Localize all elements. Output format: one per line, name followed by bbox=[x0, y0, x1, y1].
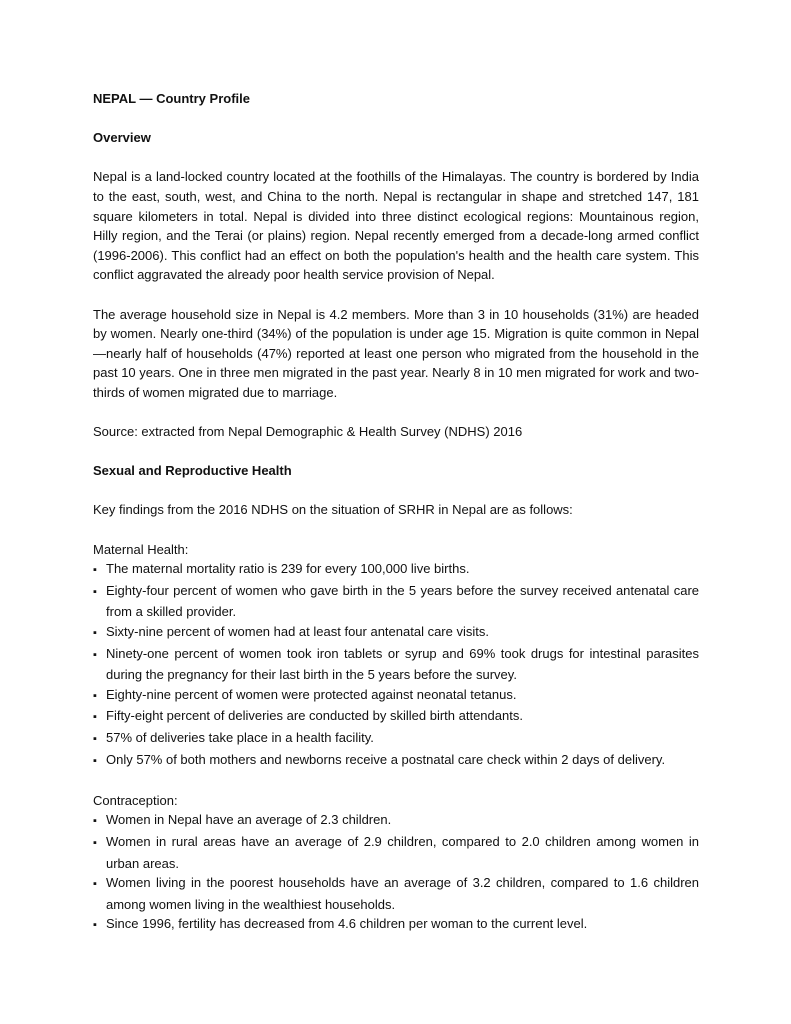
bullet-icon: ▪ bbox=[93, 836, 97, 849]
list-item bbox=[93, 706, 699, 728]
list-item bbox=[93, 873, 699, 914]
bullet-text: Women in rural areas have an average of 2.9 children, compared to 2.0 children among women in urban areas. bbox=[106, 833, 699, 871]
maternal-health-label: Maternal Health: bbox=[93, 541, 189, 557]
bullet-icon: ▪ bbox=[93, 878, 97, 891]
list-item bbox=[93, 685, 699, 707]
bullet-text: Since 1996, fertility has decreased from 4.6 children per woman to the current level. bbox=[106, 916, 588, 932]
maternal-health-list bbox=[93, 559, 699, 771]
list-item bbox=[93, 810, 699, 832]
bullet-text: Eighty-nine percent of women were protected against neonatal tetanus. bbox=[106, 686, 517, 702]
bullet-text: Women in Nepal have an average of 2.3 children. bbox=[106, 812, 392, 828]
bullet-icon: ▪ bbox=[93, 585, 97, 598]
list-item bbox=[93, 750, 699, 772]
list-item bbox=[93, 622, 699, 644]
list-item bbox=[93, 559, 699, 581]
list-item bbox=[93, 728, 699, 750]
bullet-icon: ▪ bbox=[93, 733, 97, 745]
list-item bbox=[93, 832, 699, 873]
bullet-text: The maternal mortality ratio is 239 for every 100,000 live births. bbox=[106, 561, 470, 577]
overview-paragraph-2: The average household size in Nepal is 4.2 members. More than 3 in 10 households (31%) are headed by women. Nearly one-third (34%) of the population is under age 15. Migration is quite common in Nepal—nearly half of households (47%) reported at least one person who migrated from the household in the past 10 years. One in three men migrated in the past year. Nearly 8 in 10 men migrated for work and two-thirds of women migrated due to marriage. bbox=[93, 306, 699, 400]
document-title: NEPAL — Country Profile bbox=[93, 91, 250, 106]
source-line: Source: extracted from Nepal Demographic & Health Survey (NDHS) 2016 bbox=[93, 424, 523, 440]
bullet-icon: ▪ bbox=[93, 815, 97, 828]
bullet-text: Women living in the poorest households have an average of 3.2 children, compared to 1.6 children among women living in the wealthiest households. bbox=[106, 875, 699, 912]
bullet-text: Ninety-one percent of women took iron tablets or syrup and 69% took drugs for intestinal parasites during the pregnancy for their last birth in the 5 years before the survey. bbox=[106, 645, 699, 683]
contraception-list bbox=[93, 810, 699, 936]
bullet-icon: ▪ bbox=[93, 564, 97, 577]
bullet-icon: ▪ bbox=[93, 711, 97, 724]
overview-paragraph-1: Nepal is a land-locked country located at the foothills of the Himalayas. The country is bordered by India to the east, south, west, and China to the north. Nepal is rectangular in shape and stretched 147, 181 square kilometers in total. Nepal is divided into three distinct ecological regions: Mountainous region, Hilly region, and the Terai (or plains) region. Nepal recently emerged from a decade-long armed conflict (1996-2006). This conflict had an effect on both the population's health and the health care system. This conflict aggravated the already poor health service provision of Nepal. bbox=[93, 169, 699, 283]
bullet-icon: ▪ bbox=[93, 754, 97, 767]
contraception-label: Contraception: bbox=[93, 792, 178, 808]
list-item bbox=[93, 581, 699, 622]
bullet-text: Sixty-nine percent of women had at least four antenatal care visits. bbox=[106, 624, 489, 640]
bullet-icon: ▪ bbox=[93, 627, 97, 640]
bullet-text: Eighty-four percent of women who gave birth in the 5 years before the survey received antenatal care from a skilled provider. bbox=[106, 582, 699, 620]
bullet-icon: ▪ bbox=[93, 648, 97, 661]
list-item bbox=[93, 644, 699, 685]
bullet-text: Only 57% of both mothers and newborns receive a postnatal care check within 2 days of delivery. bbox=[106, 751, 666, 767]
list-item bbox=[93, 914, 699, 936]
bullet-text: Fifty-eight percent of deliveries are conducted by skilled birth attendants. bbox=[106, 708, 523, 724]
srh-heading: Sexual and Reproductive Health bbox=[93, 463, 292, 479]
page-content bbox=[93, 89, 699, 936]
bullet-text: 57% of deliveries take place in a health facility. bbox=[106, 730, 374, 745]
key-findings-intro: Key findings from the 2016 NDHS on the situation of SRHR in Nepal are as follows: bbox=[93, 502, 573, 518]
overview-heading: Overview bbox=[93, 130, 151, 146]
bullet-icon: ▪ bbox=[93, 689, 97, 702]
bullet-icon: ▪ bbox=[93, 919, 97, 932]
